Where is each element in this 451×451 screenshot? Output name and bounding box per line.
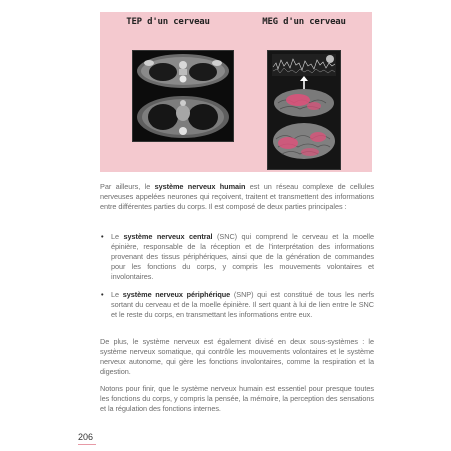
- subsystems-paragraph: De plus, le système nerveux est également divisé en deux sous-systèmes : le système nerveux somatique, qui contrôle les mouvements volontaires et le système nerveux autonome, qui gère les fonctions involontaires, comme la respiration et la digestion.: [100, 337, 374, 377]
- bullet-icon: •: [101, 232, 104, 241]
- page-number: 206: [78, 432, 94, 442]
- meg-brain-image: [267, 50, 341, 170]
- page-number-rule: [78, 444, 96, 445]
- keyword-nervous-system: système nerveux humain: [154, 182, 246, 191]
- meg-scan-title: MEG d'un cerveau: [262, 17, 346, 27]
- conclusion-paragraph: Notons pour finir, que le système nerveux humain est essentiel pour presque toutes les fonctions du corps, y compris la pensée, la mémoire, la perception des sensations et la régulation des fonctions internes.: [100, 384, 374, 414]
- pet-scan-title: TEP d'un cerveau: [126, 17, 210, 27]
- ct-scan-image: [132, 50, 234, 142]
- keyword-central: système nerveux central: [123, 232, 213, 241]
- bullet-peripheral-nervous-system: • Le système nerveux périphérique (SNP) qui est constitué de tous les nerfs sortant du cerveau et de la moelle épinière. Il sert quant à lui de lien entre le SNC et le reste du corps, en transmettant les informations entre eux.: [101, 290, 374, 320]
- bullet-central-nervous-system: • Le système nerveux central (SNC) qui comprend le cerveau et la moelle épinière, responsable de la réception et de l'interprétation des informations provenant des tissus périphériques, ainsi que de la génération de commandes pour les fonctions du corps, y compris les mouvements volontaires et involontaires.: [101, 232, 374, 282]
- brain-imaging-figure: [100, 12, 372, 172]
- bullet-icon: •: [101, 290, 104, 299]
- keyword-peripheral: système nerveux périphérique: [122, 290, 231, 299]
- intro-paragraph: Par ailleurs, le système nerveux humain est un réseau complexe de cellules nerveuses appelées neurones qui reçoivent, traitent et transmettent des informations entre différentes parties du corps. Il est composé de deux parties principales :: [100, 182, 374, 212]
